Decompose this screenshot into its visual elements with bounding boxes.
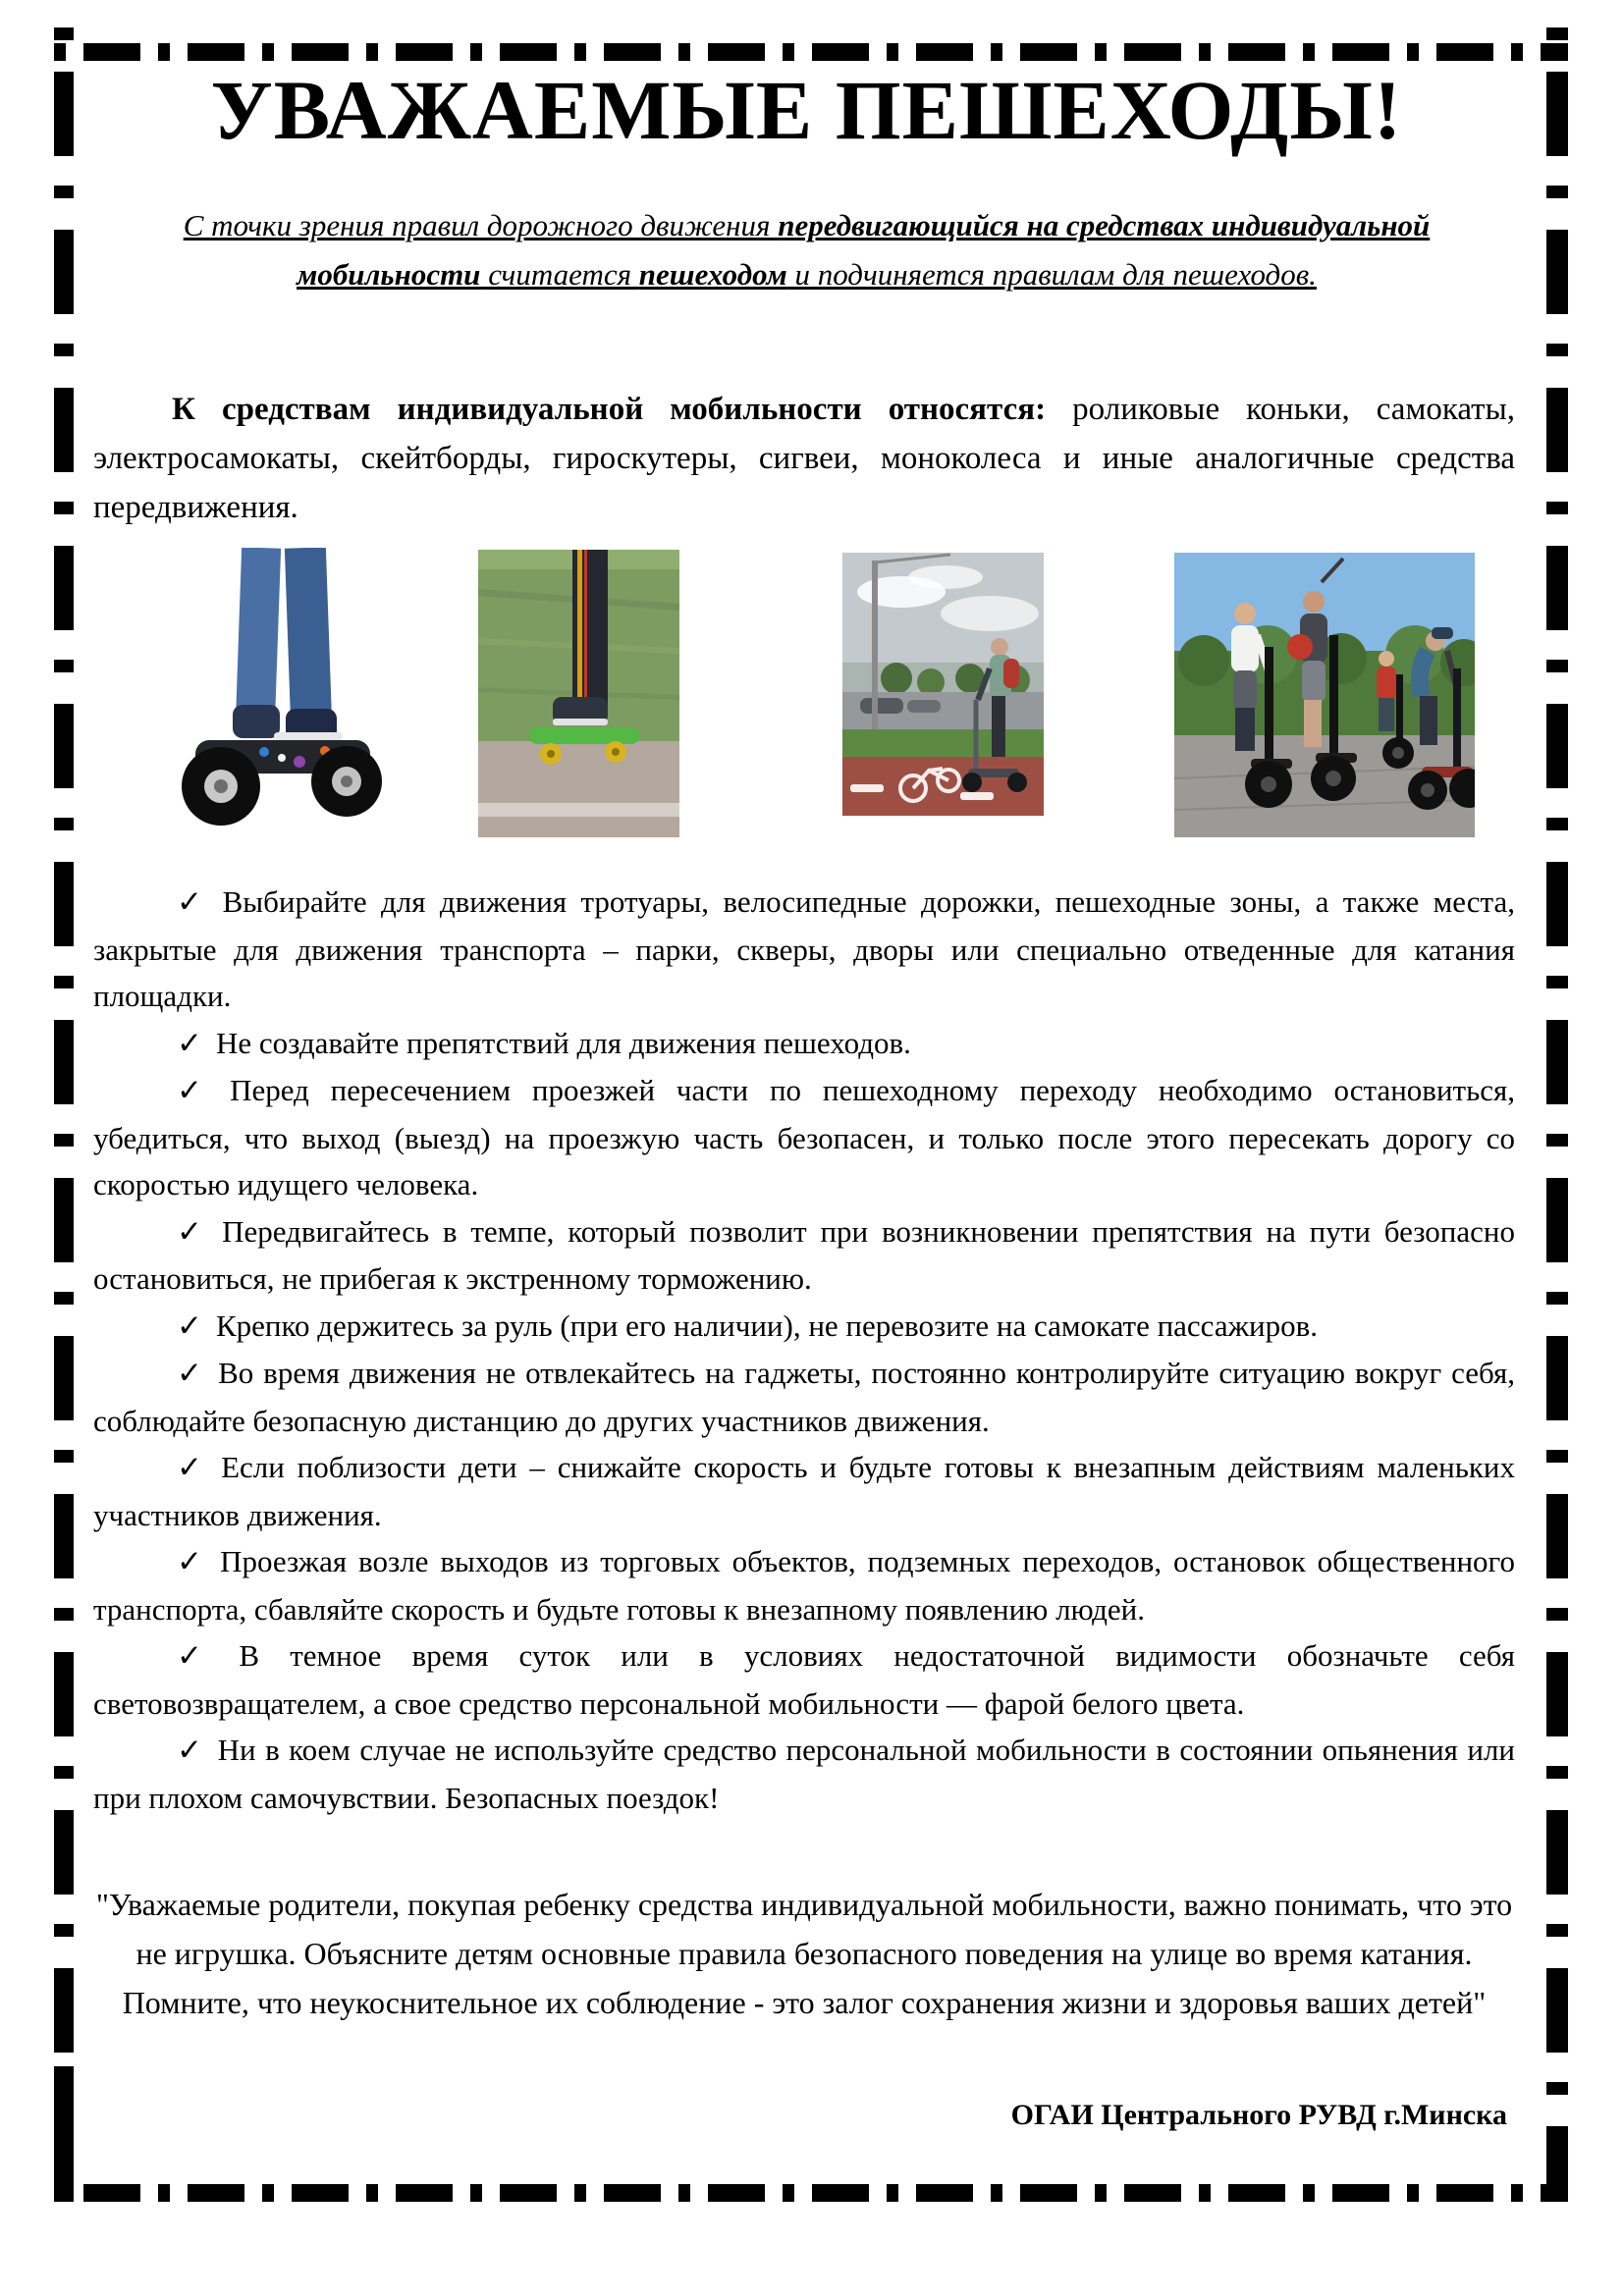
checkmark-icon: ✓ <box>177 1308 202 1344</box>
decorative-border-bottom <box>54 2184 1568 2202</box>
page-title: УВАЖАЕМЫЕ ПЕШЕХОДЫ! <box>210 63 1403 157</box>
checkmark-icon: ✓ <box>177 884 209 920</box>
definition-lead: К средствам индивидуальной мобильности относятся: <box>172 392 1047 427</box>
rule-text: Перед пересечением проезжей части по пешеходному переходу необходимо остановиться, убедиться, что выход (выезд) на проезжую часть безопасен, и только после этого пересекать дорогу со скоростью идущего человека. <box>93 1073 1515 1201</box>
intro-text-2: считается <box>480 257 639 292</box>
decorative-border-top <box>54 43 1568 61</box>
rule-item <box>93 1067 1515 1208</box>
checkmark-icon: ✓ <box>177 1450 208 1485</box>
skateboard-illustration <box>478 550 679 837</box>
rule-item <box>93 1350 1515 1444</box>
checkmark-icon: ✓ <box>177 1356 205 1391</box>
photo-scooter <box>842 553 1044 816</box>
intro-bold-2: пешеходом <box>638 257 787 292</box>
rule-text: Если поблизости дети – снижайте скорость и будьте готовы к внезапным действиям маленьких участников движения. <box>93 1450 1515 1532</box>
checkmark-icon: ✓ <box>177 1638 226 1674</box>
safety-rules-list <box>93 879 1515 1821</box>
rule-item <box>93 1727 1515 1821</box>
decorative-border-left <box>54 27 74 2202</box>
rule-text: В темное время суток или в условиях недостаточной видимости обозначьте себя световозвращателем, а свое средство персональной мобильности — фарой белого цвета. <box>93 1638 1515 1721</box>
checkmark-icon: ✓ <box>177 1073 217 1108</box>
photo-skateboard <box>478 550 679 837</box>
rule-text: Не создавайте препятствий для движения пешеходов. <box>215 1025 911 1060</box>
scooter-illustration <box>842 553 1044 816</box>
decorative-border-corner <box>54 2066 74 2202</box>
segway-illustration <box>1174 553 1475 837</box>
checkmark-icon: ✓ <box>177 1733 204 1768</box>
definition-rest: роликовые коньки, самокаты, электросамокаты, скейтборды, гироскутеры, сигвеи, моноколеса и иные аналогичные средства передвижения. <box>93 392 1515 525</box>
parents-message: "Уважаемые родители, покупая ребенку средства индивидуальной мобильности, важно понимать, что это не игрушка. Объясните детям основные правила безопасного поведения на улице во время катания. Помните, что неукоснительное их соблюдение - это залог сохранения жизни и здоровья ваших детей" <box>95 1887 1513 2020</box>
rule-item <box>93 1538 1515 1632</box>
photo-segway <box>1174 553 1475 837</box>
definition-paragraph <box>93 385 1515 532</box>
rule-item <box>93 1632 1515 1727</box>
checkmark-icon: ✓ <box>177 1213 209 1250</box>
intro-paragraph <box>108 201 1505 299</box>
rule-item <box>93 1208 1515 1303</box>
rule-text: Проезжая возле выходов из торговых объектов, подземных переходов, остановок общественного транспорта, сбавляйте скорость и будьте готовы к внезапному появлению людей. <box>93 1544 1515 1627</box>
checkmark-icon: ✓ <box>177 1544 207 1579</box>
rule-item <box>93 1020 1515 1068</box>
rule-text: Передвигайтесь в темпе, который позволит при возникновении препятствия на пути безопасно остановиться, не прибегая к экстренному торможению. <box>93 1213 1515 1296</box>
rule-text: Ни в коем случае не используйте средство персональной мобильности в состоянии опьянения или при плохом самочувствии. Безопасных поездок! <box>93 1733 1515 1815</box>
photo-hoverboard <box>182 548 383 834</box>
photo-strip <box>0 548 1623 842</box>
intro-text-3: и подчиняется правилам для пешеходов. <box>786 257 1317 292</box>
hoverboard-illustration <box>182 548 383 834</box>
rule-item <box>93 1303 1515 1351</box>
rule-text: Во время движения не отвлекайтесь на гаджеты, постоянно контролируйте ситуацию вокруг себя, соблюдайте безопасную дистанцию до других участников движения. <box>93 1356 1515 1438</box>
checkmark-icon: ✓ <box>177 1025 202 1061</box>
intro-bold-1: передвигающийся на средствах индивидуальной мобильности <box>297 208 1431 292</box>
intro-text-1: С точки зрения правил дорожного движения <box>183 208 779 242</box>
rule-item <box>93 879 1515 1020</box>
decorative-border-right <box>1546 27 1568 2202</box>
rule-text: Выбирайте для движения тротуары, велосипедные дорожки, пешеходные зоны, а также места, закрытые для движения транспорта – парки, скверы, дворы или специально отведенные для катания площадки. <box>93 884 1515 1013</box>
signature: ОГАИ Центрального РУВД г.Минска <box>1010 2099 1507 2131</box>
rule-item <box>93 1444 1515 1538</box>
rule-text: Крепко держитесь за руль (при его наличии), не перевозите на самокате пассажиров. <box>215 1308 1318 1343</box>
